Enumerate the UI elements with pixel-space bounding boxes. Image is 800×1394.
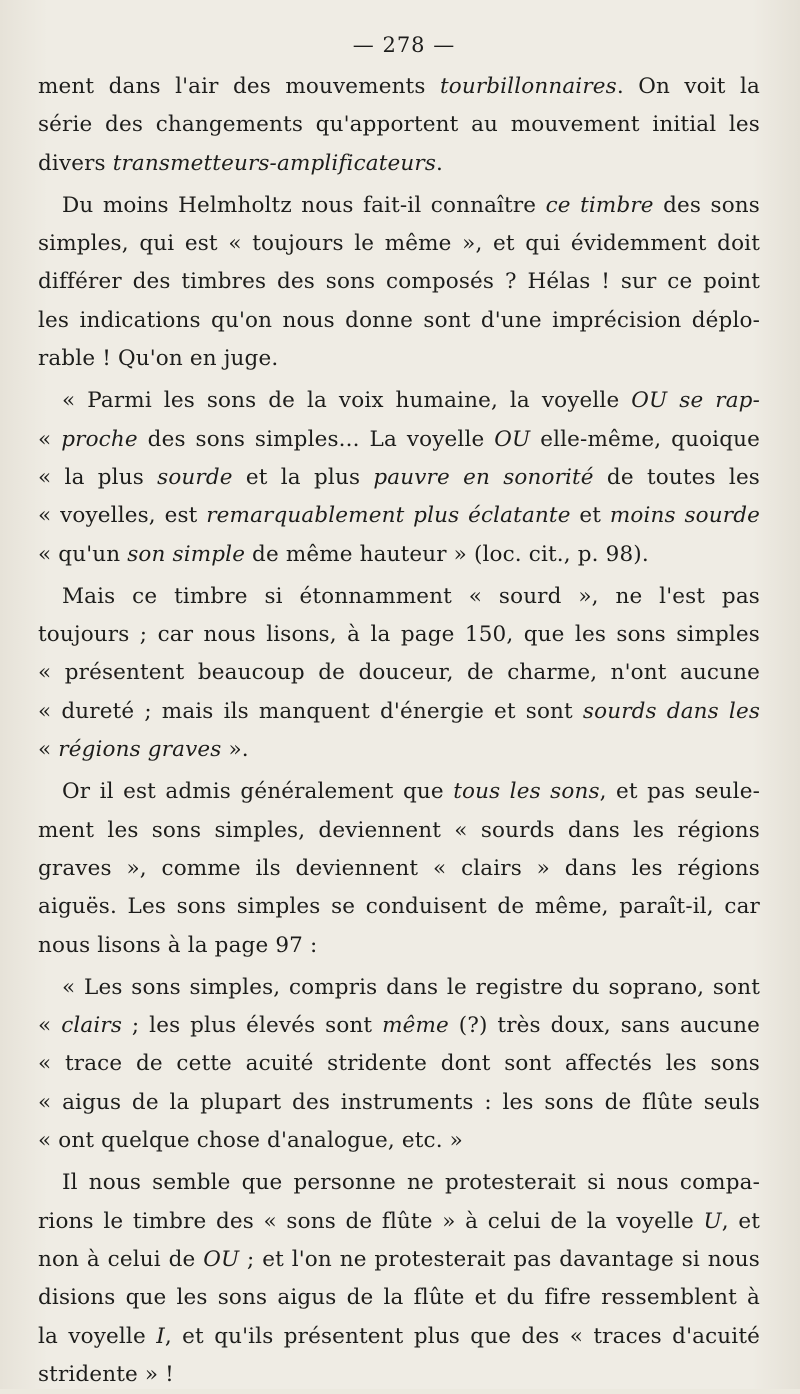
text-line xyxy=(38,578,760,616)
text-line xyxy=(38,812,760,850)
text-segment: , et xyxy=(721,1208,760,1234)
paragraph xyxy=(38,382,760,573)
text-segment: et xyxy=(570,503,610,529)
text-segment: divers xyxy=(38,150,113,176)
text-segment: ment dans l'air des mouvements xyxy=(38,74,440,99)
text-segment: simples, qui est « toujours le même », et qui évidemment doit xyxy=(38,231,760,257)
text-segment: , et pas seule- xyxy=(599,779,760,805)
text-line xyxy=(38,1045,760,1083)
text-line xyxy=(38,382,760,420)
body-text xyxy=(38,68,760,1394)
paragraph xyxy=(38,187,760,378)
text-line xyxy=(38,1241,760,1279)
italic-text: transmetteurs-amplificateurs xyxy=(112,150,437,176)
text-segment: . On voit la xyxy=(616,74,760,99)
text-line xyxy=(38,421,760,459)
italic-text: pauvre en sonorité xyxy=(373,464,594,490)
text-segment: différer des timbres des sons composés ? Hélas ! sur ce point xyxy=(38,269,760,295)
italic-text: son simple xyxy=(127,541,246,567)
paragraph xyxy=(38,578,760,769)
paragraph xyxy=(38,773,760,964)
text-line xyxy=(38,850,760,888)
text-segment: (?) très doux, sans aucune xyxy=(448,1013,760,1039)
italic-text: OU se rap- xyxy=(631,388,761,414)
text-line xyxy=(38,497,760,535)
text-segment: des sons simples... La voyelle xyxy=(137,426,495,452)
italic-text: tourbillonnaires xyxy=(439,74,617,99)
text-line xyxy=(38,773,760,811)
italic-text: sourde xyxy=(157,464,233,490)
text-line xyxy=(38,263,760,301)
text-line xyxy=(38,1007,760,1045)
text-segment: rions le timbre des « sons de flûte » à celui de la voyelle xyxy=(38,1208,704,1234)
italic-text: tous les sons xyxy=(453,779,600,805)
text-segment: nous lisons à la page 97 : xyxy=(38,932,318,958)
text-segment: Il nous semble que personne ne protesterait si nous compa- xyxy=(62,1170,760,1196)
paragraph xyxy=(38,969,760,1160)
text-line xyxy=(38,536,760,574)
italic-text: clairs xyxy=(61,1013,123,1039)
paragraph xyxy=(38,1164,760,1394)
text-segment: « présentent beaucoup de douceur, de charme, n'ont aucune xyxy=(38,660,760,686)
text-line xyxy=(38,145,760,183)
text-segment: « qu'un xyxy=(38,541,128,567)
text-segment: « xyxy=(38,426,62,452)
text-line xyxy=(38,106,760,144)
italic-text: U xyxy=(703,1208,722,1234)
text-line xyxy=(38,731,760,769)
text-line xyxy=(38,616,760,654)
italic-text: remarquablement plus éclatante xyxy=(206,503,571,529)
paragraph xyxy=(38,68,760,183)
text-segment: rable ! Qu'on en juge. xyxy=(38,346,279,372)
text-segment: ment les sons simples, deviennent « sourds dans les régions xyxy=(38,817,760,843)
italic-text: proche xyxy=(61,426,138,452)
text-segment: « la plus xyxy=(38,464,158,490)
italic-text: même xyxy=(382,1013,449,1039)
italic-text: OU xyxy=(203,1246,240,1272)
text-line xyxy=(38,1122,760,1160)
text-segment: « Les sons simples, compris dans le registre du soprano, sont xyxy=(62,974,760,1000)
italic-text: ce timbre xyxy=(545,192,654,218)
text-segment: « trace de cette acuité stridente dont sont affectés les sons xyxy=(38,1051,760,1077)
text-segment: de même hauteur » (loc. cit., p. 98). xyxy=(245,541,649,567)
text-line xyxy=(38,225,760,263)
text-segment: elle-même, quoique xyxy=(530,426,760,452)
text-segment: de toutes les xyxy=(593,464,760,490)
text-segment: « xyxy=(38,1013,62,1039)
text-segment: série des changements qu'apportent au mouvement initial les xyxy=(38,112,760,138)
text-segment: disions que les sons aigus de la flûte et du fifre ressemblent à xyxy=(38,1285,760,1311)
text-line xyxy=(38,1164,760,1202)
text-segment: toujours ; car nous lisons, à la page 150, que les sons simples xyxy=(38,622,760,648)
text-segment: les indications qu'on nous donne sont d'une imprécision déplo- xyxy=(38,307,760,333)
text-line xyxy=(38,693,760,731)
text-line xyxy=(38,459,760,497)
italic-text: I xyxy=(156,1323,165,1349)
text-segment: ». xyxy=(221,737,249,763)
text-line xyxy=(38,302,760,340)
italic-text: régions graves xyxy=(58,737,222,763)
text-segment: Du moins Helmholtz nous fait-il connaître xyxy=(62,192,546,218)
text-segment: et la plus xyxy=(232,464,374,490)
italic-text: sourds dans les xyxy=(582,698,761,724)
italic-text: OU xyxy=(494,426,531,452)
text-segment: « Parmi les sons de la voix humaine, la voyelle xyxy=(62,388,632,414)
text-segment: « dureté ; mais ils manquent d'énergie et sont xyxy=(38,698,583,724)
text-line xyxy=(38,1084,760,1122)
text-segment: non à celui de xyxy=(38,1246,204,1272)
text-segment: « xyxy=(38,737,59,763)
text-segment: Mais ce timbre si étonnamment « sourd », ne l'est pas xyxy=(62,583,760,609)
text-line xyxy=(38,68,760,106)
text-segment: graves », comme ils deviennent « clairs » dans les régions xyxy=(38,855,760,881)
text-segment: ; et l'on ne protesterait pas davantage si nous xyxy=(239,1246,760,1272)
text-segment: ; les plus élevés sont xyxy=(122,1013,383,1039)
text-line xyxy=(38,1356,760,1394)
text-line xyxy=(38,187,760,225)
text-line xyxy=(38,1318,760,1356)
text-segment: aiguës. Les sons simples se conduisent de même, paraît-il, car xyxy=(38,894,760,920)
text-segment: . xyxy=(436,150,443,176)
italic-text: moins sourde xyxy=(609,503,760,529)
text-segment: « aigus de la plupart des instruments : les sons de flûte seuls xyxy=(38,1089,760,1115)
text-segment: « voyelles, est xyxy=(38,503,207,529)
text-line xyxy=(38,340,760,378)
text-segment: stridente » ! xyxy=(38,1361,174,1387)
text-line xyxy=(38,927,760,965)
text-segment: des sons xyxy=(653,192,760,218)
page-number: — 278 — xyxy=(352,33,456,57)
text-line xyxy=(38,1279,760,1317)
text-segment: « ont quelque chose d'analogue, etc. » xyxy=(38,1128,463,1154)
text-line xyxy=(38,654,760,692)
text-segment: Or il est admis généralement que xyxy=(62,779,454,805)
text-line xyxy=(38,888,760,926)
text-segment: la voyelle xyxy=(38,1323,157,1349)
text-segment: , et qu'ils présentent plus que des « traces d'acuité xyxy=(164,1323,760,1349)
text-line xyxy=(38,1203,760,1241)
text-line xyxy=(38,969,760,1007)
